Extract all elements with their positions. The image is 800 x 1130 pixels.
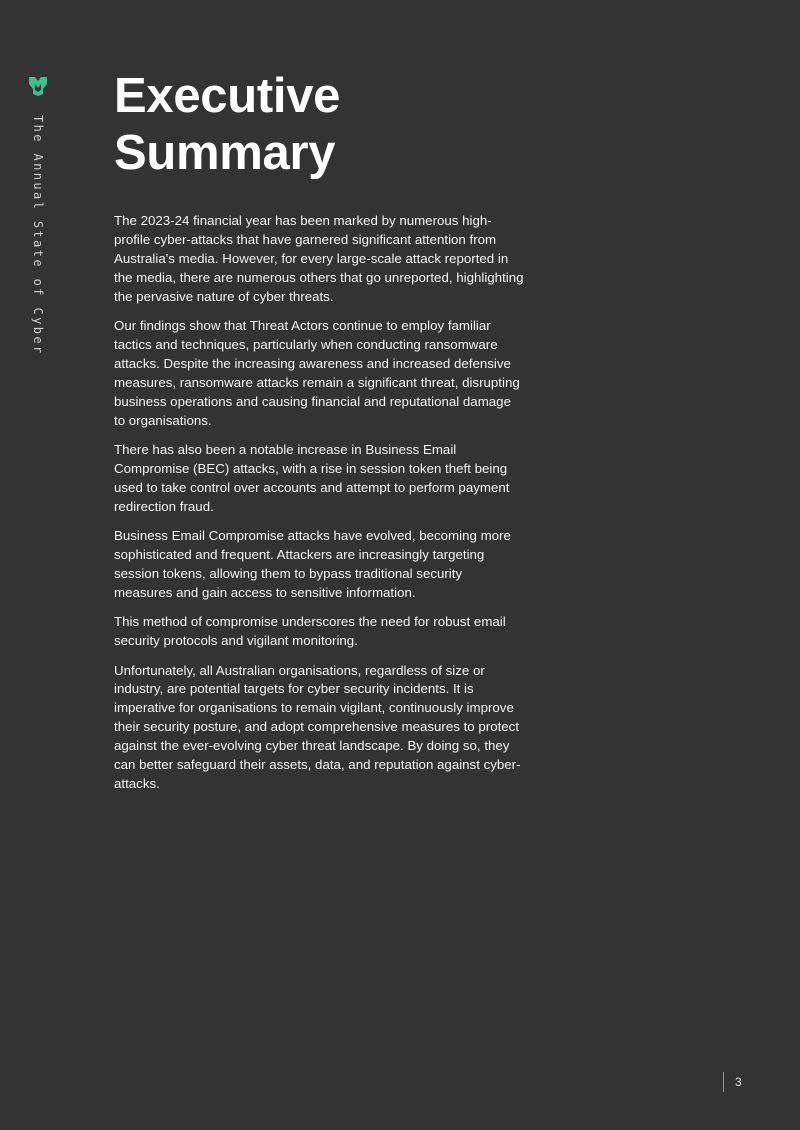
report-title-vertical: The Annual State of Cyber xyxy=(31,115,45,356)
paragraph: The 2023-24 financial year has been marked by numerous high-profile cyber-attacks that have garnered significant attention from Australia's media. However, for every large-scale attack reported in the media, there are numerous others that go unreported, highlighting the pervasive nature of cyber threats. xyxy=(114,213,524,304)
summary-body xyxy=(114,212,524,804)
paragraph: Our findings show that Threat Actors continue to employ familiar tactics and techniques, particularly when conducting ransomware attacks. Despite the increasing awareness and increased defensive measures, ransomware attacks remain a significant threat, disrupting business operations and causing financial and reputational damage to organisations. xyxy=(114,318,520,428)
paragraph: This method of compromise underscores the need for robust email security protocols and vigilant monitoring. xyxy=(114,614,506,649)
shield-logo-icon xyxy=(27,75,49,97)
page-number: 3 xyxy=(735,1075,742,1089)
paragraph: Business Email Compromise attacks have evolved, becoming more sophisticated and frequent. Attackers are increasingly targeting session tokens, allowing them to bypass traditional security measures and gain access to sensitive information. xyxy=(114,528,511,600)
page-number-divider xyxy=(723,1072,724,1092)
paragraph: There has also been a notable increase in Business Email Compromise (BEC) attacks, with a rise in session token theft being used to take control over accounts and attempt to perform payment redirection fraud. xyxy=(114,441,510,514)
page-title-line-2: Summary xyxy=(114,126,336,180)
paragraph: Unfortunately, all Australian organisations, regardless of size or industry, are potential targets for cyber security incidents. It is imperative for organisations to remain vigilant, continuously improve their security posture, and adopt comprehensive measures to protect against the ever-evolving cyber threat landscape. By doing so, they can better safeguard their assets, data, and reputation against cyber-attacks. xyxy=(114,662,521,791)
page-title xyxy=(114,68,340,182)
page-title-line-1: Executive xyxy=(114,69,341,123)
